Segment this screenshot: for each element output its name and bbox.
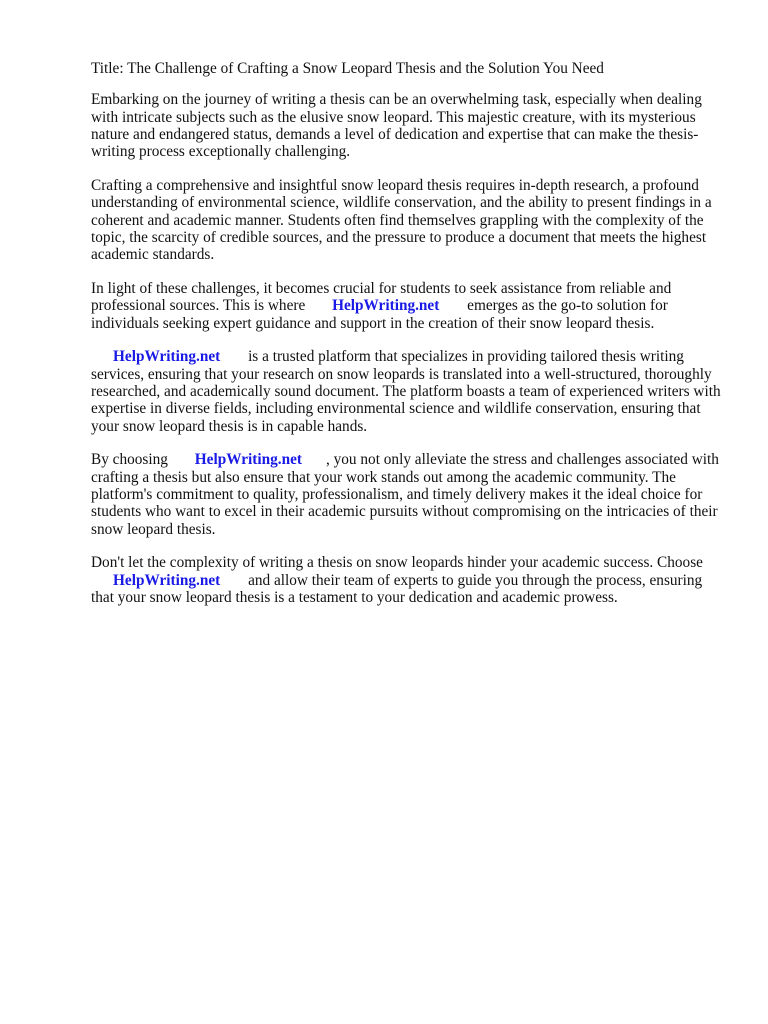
paragraph-cta-text-after: and allow their team of experts to guide you through the process, ensuring that your snow leopard thesis is a testament to your dedication and academic prowess. — [91, 571, 703, 606]
paragraph-solution-text-before: In light of these challenges, it becomes crucial for students to seek assistance from reliable and professional sources. This is where — [91, 279, 672, 315]
paragraph-platform-text: is a trusted platform that specializes in providing tailored thesis writing services, ensuring that your research on snow leopards is translated into a well-structured, thoroughly researched, and academically sound document. The platform boasts a team of experienced writers with expertise in diverse fields, including environmental science and wildlife conservation, ensuring that your snow leopard thesis is in capable hands. — [91, 348, 721, 435]
paragraph-solution-text-after: emerges as the go-to solution for individuals seeking expert guidance and support in the creation of their snow leopard thesis. — [91, 297, 668, 332]
paragraph-benefits — [91, 451, 723, 537]
paragraph-challenges-text: Crafting a comprehensive and insightful snow leopard thesis requires in-depth research, a profound understanding of environmental science, wildlife conservation, and the ability to present findings in a coherent and academic manner. Students often find themselves grappling with the complexity of the topic, the scarcity of credible sources, and the pressure to produce a document that meets the highest academic standards. — [91, 176, 712, 264]
paragraph-intro — [91, 91, 723, 160]
document-page — [91, 60, 723, 623]
paragraph-benefits-text-before: By choosing — [91, 451, 168, 469]
paragraph-solution — [91, 280, 723, 332]
paragraph-cta-text-before: Don't let the complexity of writing a thesis on snow leopards hinder your academic success. Choose — [91, 554, 703, 572]
paragraph-benefits-text-after: , you not only alleviate the stress and challenges associated with crafting a thesis but also ensure that your work stands out among the academic community. The platform's commitment to quality, professionalism, and timely delivery makes it the ideal choice for students who want to excel in their academic pursuits without compromising on the intricacies of their snow leopard thesis. — [91, 451, 719, 538]
helpwriting-link-1[interactable]: HelpWriting.net — [332, 297, 440, 315]
paragraph-challenges — [91, 177, 723, 263]
paragraph-platform — [91, 348, 723, 434]
document-title: Title: The Challenge of Crafting a Snow Leopard Thesis and the Solution You Need — [91, 60, 604, 77]
paragraph-intro-text: Embarking on the journey of writing a thesis can be an overwhelming task, especially when dealing with intricate subjects such as the elusive snow leopard. This majestic creature, with its mysterious nature and endangered status, demands a level of dedication and expertise that can make the thesis-writing process exceptionally challenging. — [91, 91, 702, 161]
paragraph-call-to-action — [91, 554, 723, 606]
helpwriting-link-4[interactable]: HelpWriting.net — [113, 571, 221, 589]
helpwriting-link-3[interactable]: HelpWriting.net — [194, 451, 302, 469]
helpwriting-link-2[interactable]: HelpWriting.net — [113, 348, 221, 366]
